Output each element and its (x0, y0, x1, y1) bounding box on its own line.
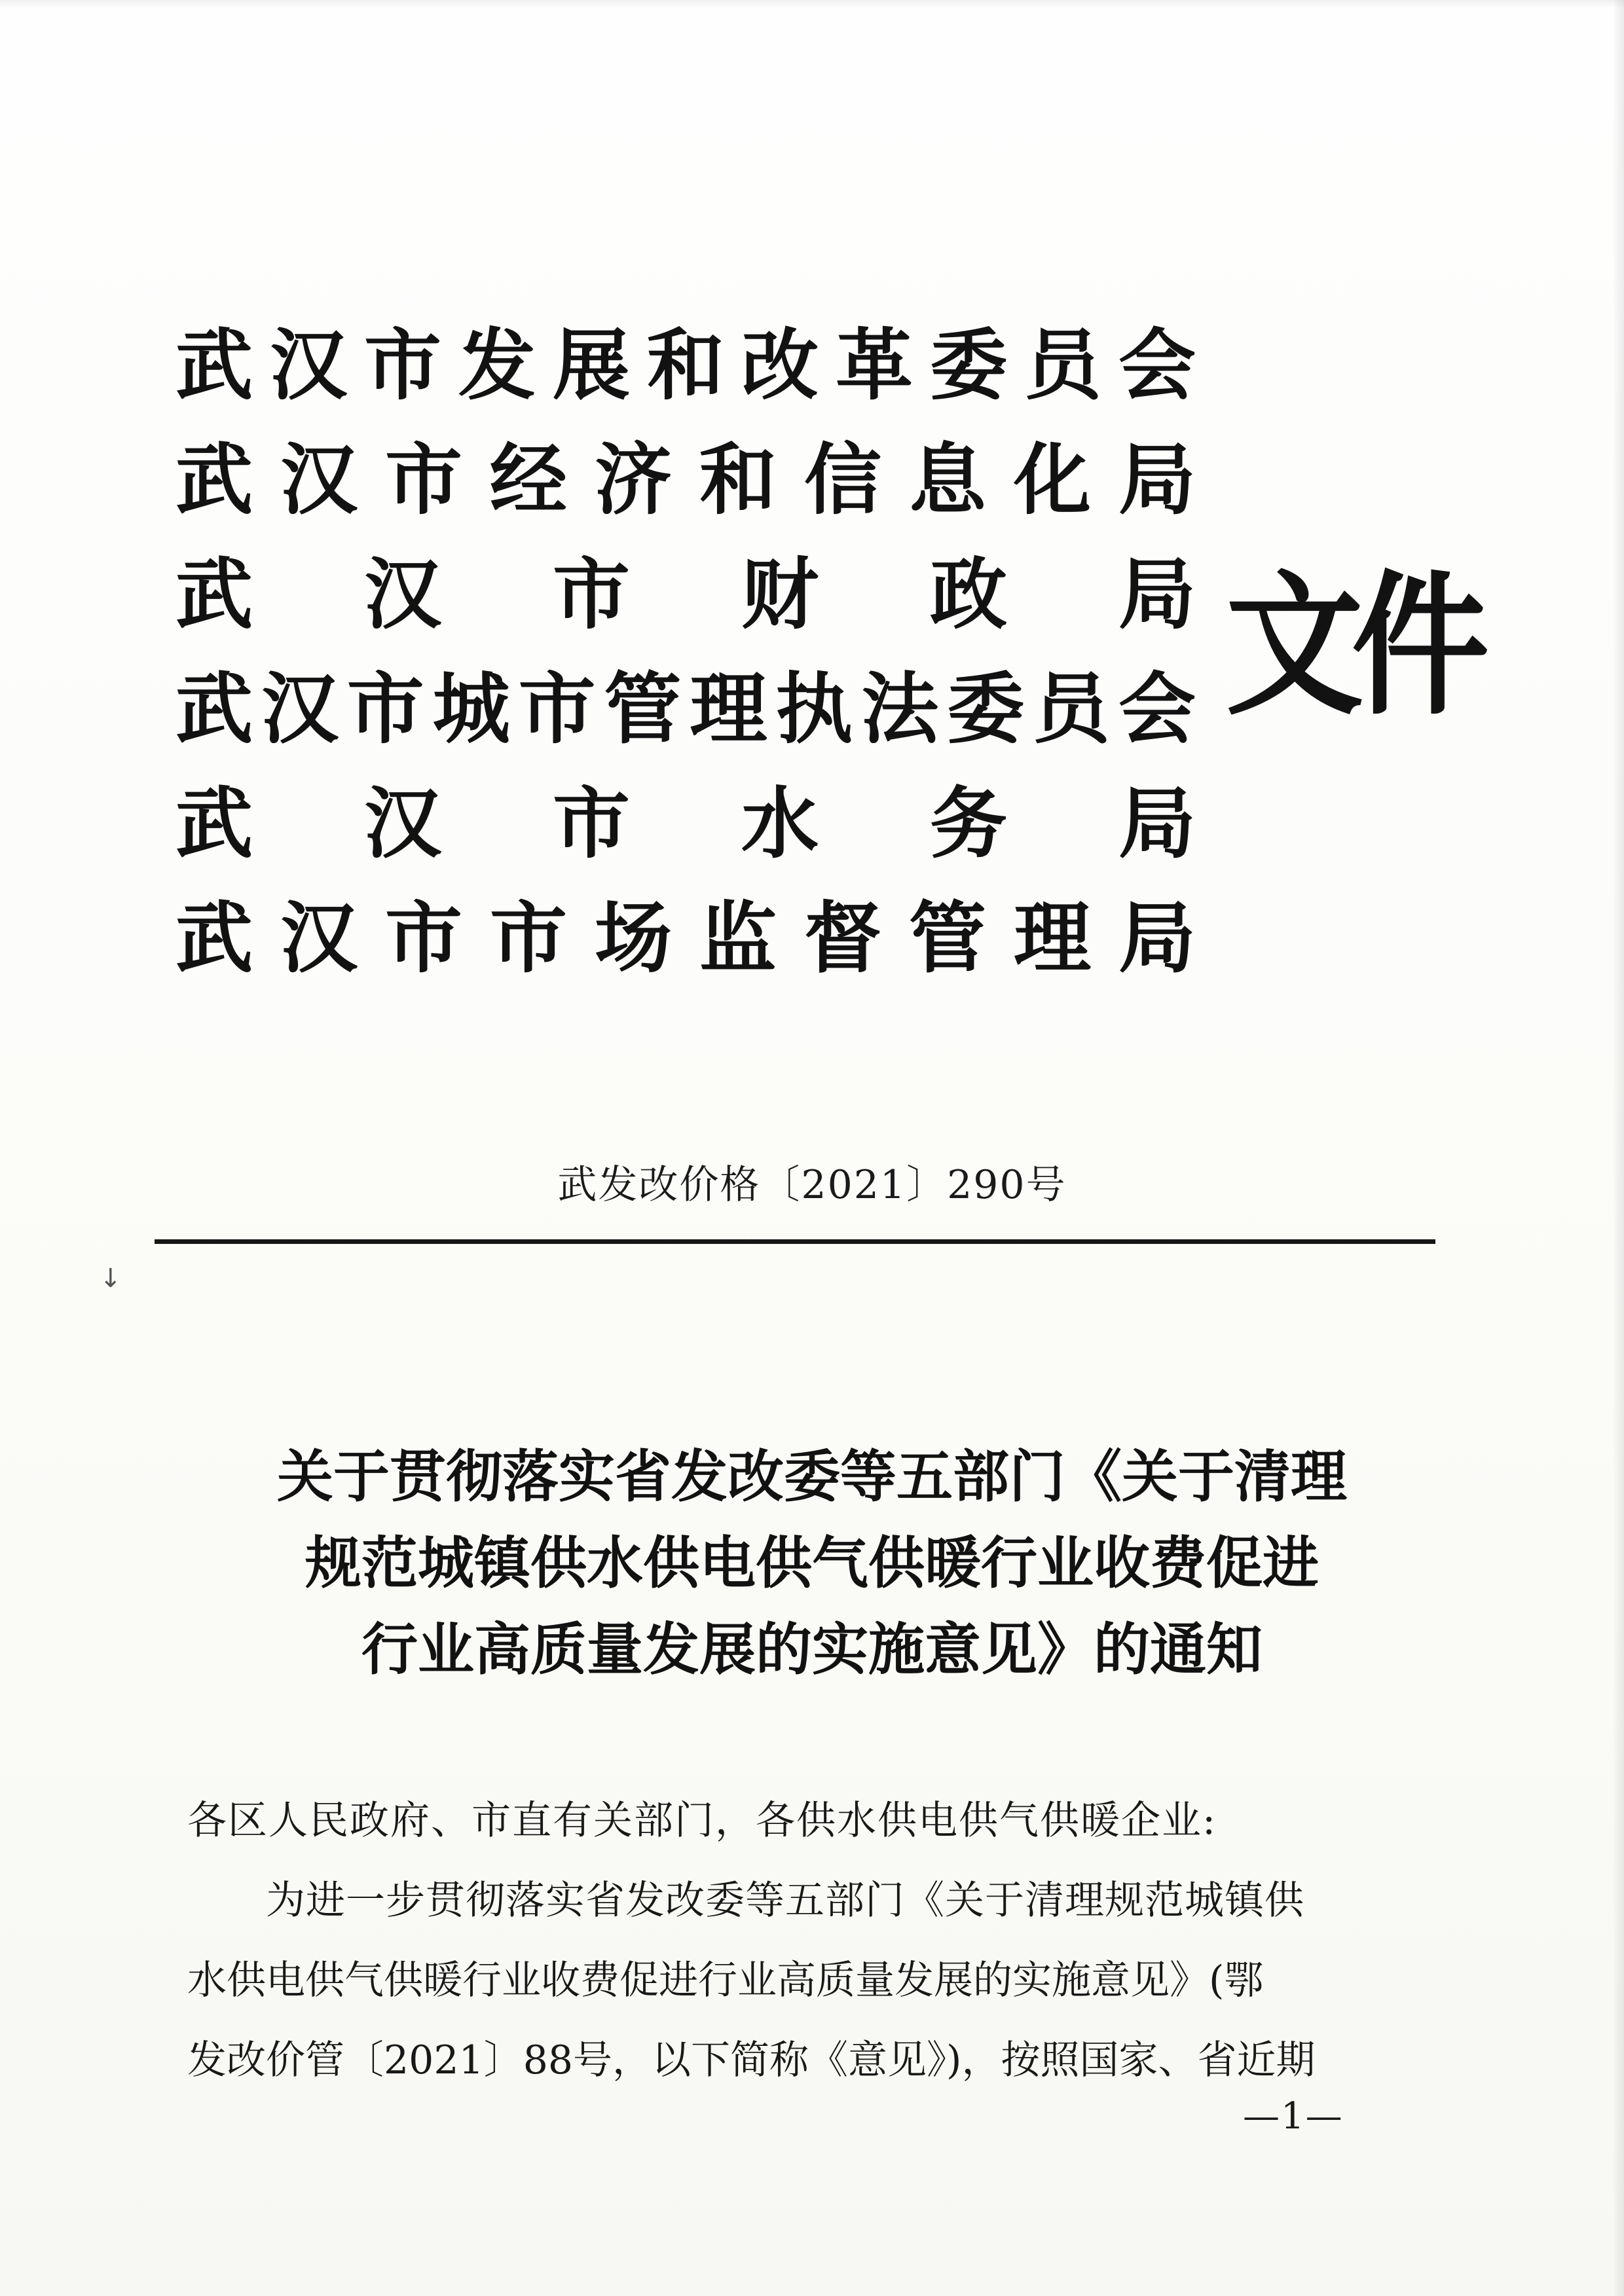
issuer-char: 管 (908, 892, 986, 983)
issuer-name (172, 537, 1200, 651)
issuer-char: 展 (552, 319, 630, 410)
issuer-char: 理 (690, 663, 767, 754)
body-line: 为进一步贯彻落实省发改委等五部门《关于清理规范城镇供 (266, 1878, 1304, 1923)
issuer-char: 会 (1118, 663, 1196, 754)
issuer-char: 武 (175, 777, 253, 869)
issuer-char: 务 (929, 777, 1007, 869)
issuer-char: 汉 (280, 433, 358, 525)
issuer-char: 法 (861, 663, 939, 754)
issuer-char: 监 (699, 892, 777, 983)
issuer-char: 局 (1118, 892, 1196, 983)
issuer-char: 市 (363, 319, 441, 410)
issuer-char: 场 (594, 892, 672, 983)
issuer-char: 管 (604, 663, 682, 754)
issuer-char: 局 (1118, 433, 1196, 525)
issuer-char: 员 (1024, 319, 1101, 410)
scan-edge-right (1612, 0, 1624, 2296)
issuer-char: 汉 (363, 777, 441, 869)
issuer-char: 城 (432, 663, 510, 754)
notice-body (187, 1781, 1405, 2100)
title-line: 规范城镇供水供电供气供暖行业收费促进 (305, 1530, 1319, 1596)
issuer-char: 和 (699, 433, 777, 525)
issuer-char: 发 (458, 319, 536, 410)
salutation: 各区人民政府、市直有关部门，各供水供电供气供暖企业: (187, 1798, 1217, 1844)
page-number: —1— (1243, 2095, 1344, 2138)
issuer-char: 武 (175, 892, 253, 983)
issuer-char: 武 (175, 433, 253, 525)
issuer-name (172, 766, 1200, 881)
issuer-char: 济 (594, 433, 672, 525)
issuer-char: 政 (929, 548, 1007, 640)
issuer-name (172, 422, 1200, 537)
body-line: 发改价管〔2021〕88号，以下简称《意见》)，按照国家、省近期 (187, 2037, 1316, 2083)
scan-edge-top (0, 0, 1624, 8)
issuer-char: 理 (1013, 892, 1091, 983)
issuer-char: 财 (741, 548, 819, 640)
issuer-char: 汉 (363, 548, 441, 640)
issuer-char: 市 (518, 663, 596, 754)
issuer-char: 市 (384, 892, 462, 983)
issuer-char: 局 (1118, 777, 1196, 869)
issuer-char: 改 (741, 319, 819, 410)
document-number: 武发改价格〔2021〕290号 (557, 1162, 1067, 1208)
issuer-char: 委 (947, 663, 1025, 754)
issuer-char: 信 (803, 433, 881, 525)
issuer-char: 息 (908, 433, 986, 525)
issuer-name (172, 308, 1200, 422)
issuer-char: 员 (1033, 663, 1111, 754)
issuer-char: 市 (489, 892, 567, 983)
issuer-char: 市 (384, 433, 462, 525)
issuing-agencies (172, 308, 1200, 995)
issuer-char: 武 (175, 319, 253, 410)
issuer-char: 水 (741, 777, 819, 869)
header-rule (155, 1239, 1435, 1244)
issuer-char: 革 (835, 319, 913, 410)
issuer-char: 武 (175, 548, 253, 640)
issuer-char: 局 (1118, 548, 1196, 640)
issuer-char: 执 (775, 663, 853, 754)
document-label: 文件 (1226, 556, 1478, 737)
issuer-char: 和 (646, 319, 724, 410)
issuer-char: 市 (346, 663, 424, 754)
issuer-char: 会 (1118, 319, 1196, 410)
title-line: 行业高质量发展的实施意见》的通知 (361, 1616, 1263, 1683)
issuer-char: 汉 (280, 892, 358, 983)
title-line: 关于贯彻落实省发改委等五部门《关于清理 (277, 1444, 1347, 1510)
issuer-char: 化 (1013, 433, 1091, 525)
issuer-name (172, 651, 1200, 766)
issuer-char: 汉 (261, 663, 339, 754)
issuer-char: 督 (803, 892, 881, 983)
body-line: 水供电供气供暖行业收费促进行业高质量发展的实施意见》(鄂 (187, 1958, 1264, 2003)
issuer-name (172, 881, 1200, 995)
issuer-char: 市 (552, 548, 630, 640)
issuer-char: 武 (175, 663, 253, 754)
margin-mark: ↓ (100, 1264, 122, 1294)
issuer-char: 经 (489, 433, 567, 525)
notice-title (151, 1434, 1473, 1693)
issuer-char: 市 (552, 777, 630, 869)
issuer-char: 汉 (269, 319, 347, 410)
issuer-char: 委 (929, 319, 1007, 410)
